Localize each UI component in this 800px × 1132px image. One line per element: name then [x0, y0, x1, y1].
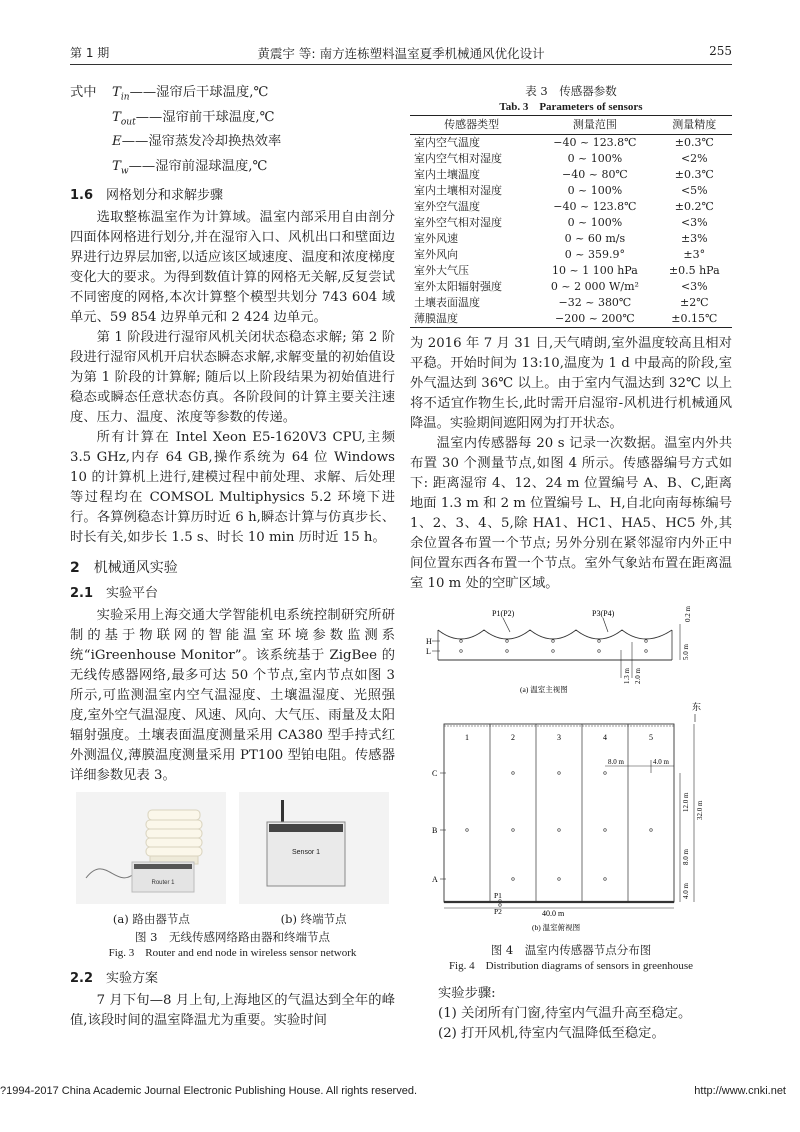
- table-cell: <3%: [680, 280, 708, 293]
- table-3-caption-en: Tab. 3 Parameters of sensors: [499, 101, 643, 113]
- router-node-photo: [76, 792, 226, 927]
- symbol-desc: ——湿帘前干球温度,℃: [135, 109, 275, 125]
- table-cell: 0 ~ 2 000 W/m²: [550, 280, 639, 293]
- table-row: [410, 215, 732, 231]
- column-label-4: 4: [603, 733, 607, 742]
- dim-8-0m-side: 8.0 m: [682, 849, 690, 865]
- figure-4-caption-en: Fig. 4 Distribution diagrams of sensors in greenhouse: [448, 960, 694, 972]
- paragraph: 所有计算在 Intel Xeon E5-1620V3 CPU,主频 3.5 GHz,内存 64 GB,操作系统为 64 位 Windows 10 的计算机上进行,建模过程中前处理、求解、后处理等过程均在 COMSOL Multiphysics 5.2 环境下进行。各算例稳态计算历时近 6 h,瞬态计算与仿真步长、时长有关,如步长 1.5 s、时长 10 min 历时近 15 h。: [70, 429, 395, 545]
- end-node-image: [239, 792, 389, 904]
- figure-4-caption: 图 4 温室内传感器节点分布图: [490, 943, 652, 957]
- symbol: E: [112, 134, 122, 150]
- section-number: 2.2: [70, 970, 94, 986]
- section-1-6-heading: [70, 186, 395, 206]
- section-title: 实验平台: [106, 585, 159, 601]
- dim-4-0m-top: 4.0 m: [653, 758, 669, 766]
- table-cell: −40 ~ 123.8℃: [553, 200, 637, 213]
- row-label-a: A: [432, 875, 438, 884]
- left-column: [70, 83, 395, 1031]
- symbol-subscript: in: [120, 92, 130, 103]
- table-cell: 室内空气相对湿度: [414, 152, 502, 165]
- table-cell: 0 ~ 100%: [567, 184, 623, 197]
- table-cell: −40 ~ 123.8℃: [553, 136, 637, 149]
- table-cell: 室外风向: [414, 248, 458, 261]
- router-device-label: Router 1: [151, 879, 175, 886]
- experiment-steps: [410, 984, 732, 1044]
- table-cell: 室外太阳辐射强度: [414, 280, 502, 293]
- front-view: [426, 606, 692, 695]
- paragraph: 选取整栋温室作为计算域。温室内部采用自由剖分四面体网格进行划分,并在湿帘入口、风机出口和壁面边界进行边界层加密,以适应该区域速度、温度和浓度梯度变化大的要求。为得到数值计算的网格无关解,反复尝试不同密度的网格,本次计算整个模型共划分 743 604 域单元、59 854 边界单元和 2 424 边单元。: [70, 209, 395, 325]
- label-l: L: [426, 647, 431, 656]
- paragraph: 实验采用上海交通大学智能机电系统控制研究所研制的基于物联网的智能温室环境参数监测系统“iGreenhouse Monitor”。该系统基于 ZigBee 的无线传感器网络,最多可达 50 个节点,室内节点如图 3 所示,可监测温室内空气温湿度、土壤温湿度、光照强度,室外空气温湿度、风速、风向、大气压、雨量及太阳辐射强度。土壤表面温度测量采用 CA380 型手持式红外测温仪,薄膜温度测量采用 PT100 型铂电阻。传感器详细参数见表 3。: [70, 607, 395, 783]
- figure-3-caption-en: Fig. 3 Router and end node in wireless sensor network: [108, 946, 357, 959]
- section-number: 1.6: [70, 187, 94, 203]
- end-node-device-label: Sensor 1: [291, 848, 320, 856]
- section-2-2-heading: [70, 969, 395, 989]
- label-p2: P2: [494, 907, 502, 916]
- table-row: [410, 311, 732, 328]
- symbol-subscript: w: [120, 166, 129, 177]
- row-label-c: C: [432, 769, 438, 778]
- end-node-photo: [239, 792, 389, 927]
- dim-32-0m: 32.0 m: [696, 800, 704, 820]
- table-row: [410, 167, 732, 183]
- paragraph: 第 1 阶段进行湿帘风机关闭状态稳态求解; 第 2 阶段进行湿帘风机开启状态瞬态求解,求解变量的初始值设为第 1 阶段的计算解; 随后以上阶段结果为初始值进行稳态或瞬态任意状态仿真。各阶段间的计算主要关注速度、压力、温度、浓度等参数的传递。: [70, 329, 395, 425]
- table-cell: 0 ~ 60 m/s: [564, 232, 626, 245]
- table-cell: 0 ~ 359.9°: [564, 248, 625, 261]
- right-column: [410, 83, 732, 1044]
- symbol-desc: ——湿帘蒸发冷却换热效率: [121, 134, 282, 150]
- symbol: T: [112, 158, 121, 174]
- table-cell: −40 ~ 80℃: [562, 168, 628, 181]
- label-h: H: [426, 637, 432, 646]
- section-number: 2: [70, 559, 80, 576]
- symbol-list: [70, 83, 395, 182]
- table-row: [410, 279, 732, 295]
- table-cell: ±3%: [680, 232, 708, 245]
- table-cell: 薄膜温度: [410, 311, 533, 328]
- symbol: T: [112, 109, 121, 125]
- dim-1-3m: 1.3 m: [623, 668, 631, 684]
- table-cell: 室内土壤相对湿度: [414, 184, 502, 197]
- table-row: [410, 295, 732, 311]
- footer-url: http://www.cnki.net: [694, 1085, 786, 1097]
- table-header-cell: 测量精度: [657, 116, 732, 135]
- section-title: 网格划分和求解步骤: [106, 187, 224, 203]
- section-2-heading: [70, 558, 395, 578]
- symbol-row: [70, 108, 395, 133]
- table-cell: ±0.3℃: [674, 136, 714, 149]
- page-number: 255: [709, 44, 732, 58]
- table-row: [410, 151, 732, 167]
- section-title: 机械通风实验: [93, 559, 178, 576]
- table-header-row: [410, 116, 732, 135]
- table-header-cell: 传感器类型: [410, 116, 533, 135]
- section-title: 实验方案: [106, 970, 159, 986]
- symbol-subscript: out: [120, 117, 136, 128]
- table-cell: 室外风速: [414, 232, 458, 245]
- dim-5-0m: 5.0 m: [682, 644, 690, 660]
- table-cell: 室内空气温度: [414, 136, 480, 149]
- step-1: (1) 关闭所有门窗,待室内气温升高至稳定。: [438, 1006, 692, 1021]
- table-row: [410, 231, 732, 247]
- symbol-desc: ——湿帘前湿球温度,℃: [128, 158, 268, 174]
- paragraph: 为 2016 年 7 月 31 日,天气晴朗,室外温度较高且相对平稳。开始时间为 13:10,温度为 1 d 中最高的阶段,室外气温达到 36℃ 以上。由于室内气温达到 32℃ 以上将不适宜作物生长,此时需开启湿帘-风机进行机械通风降温。实验期间遮阳网为打开状态。: [410, 336, 732, 431]
- table-cell: 10 ~ 1 100 hPa: [552, 264, 638, 277]
- header-rule: [70, 64, 732, 65]
- table-cell: 室外空气温度: [414, 200, 480, 213]
- dim-0-2m: 0.2 m: [684, 606, 692, 622]
- running-title: 黄震宇 等: 南方连栋塑料温室夏季机械通风优化设计: [257, 46, 545, 61]
- figure-3: [70, 792, 395, 961]
- copyright-notice: ?1994-2017 China Academic Journal Electronic Publishing House. All rights reserved.: [0, 1085, 418, 1097]
- table-cell: −32 ~ 380℃: [558, 296, 632, 309]
- dim-8-0m-top: 8.0 m: [608, 758, 624, 766]
- table-3-caption: 表 3 传感器参数: [525, 84, 617, 98]
- table-cell: −200 ~ 200℃: [533, 311, 656, 328]
- step-2: (2) 打开风机,待室内气温降低至稳定。: [438, 1026, 665, 1041]
- sensor-distribution-diagram: [410, 600, 732, 935]
- label-p3p4: P3(P4): [592, 609, 615, 618]
- symbol-row: [70, 157, 395, 182]
- symbol-prefix: 式中: [70, 85, 97, 100]
- paragraph: 温室内传感器每 20 s 记录一次数据。温室内外共布置 30 个测量节点,如图 4 所示。传感器编号方式如下: 距离湿帘 4、12、24 m 位置编号 A、B、C,距离地面 1.3 m 和 2 m 位置编号 L、H,自北向南每栋编号 1、2、3、4、5,除 HA1、HC1、HA5、HC5 外,其余位置各布置一个节点; 另外分别在紧邻湿帘内外正中间位置东西各布置一个节点。室外气象站布置在距离温室 10 m 处的空旷区域。: [410, 436, 732, 591]
- symbol: T: [112, 85, 121, 100]
- column-label-3: 3: [557, 733, 561, 742]
- paragraph: 7 月下旬—8 月上旬,上海地区的气温达到全年的峰值,该段时间的温室降温尤为重要。实验时间: [70, 992, 395, 1028]
- section-number: 2.1: [70, 585, 94, 601]
- table-cell: ±3°: [683, 248, 706, 261]
- dim-4-0m-side: 4.0 m: [682, 883, 690, 899]
- table-cell: <5%: [680, 184, 708, 197]
- table-cell: ±0.2℃: [674, 200, 714, 213]
- dim-40-0m: 40.0 m: [542, 909, 565, 918]
- table-cell: 土壤表面温度: [414, 296, 480, 309]
- table-cell: ±0.15℃: [657, 311, 732, 328]
- table-cell: 室外大气压: [414, 264, 469, 277]
- symbol-row: [70, 83, 395, 108]
- column-label-5: 5: [649, 733, 653, 742]
- section-2-1-heading: [70, 584, 395, 604]
- row-label-b: B: [432, 826, 438, 835]
- subfigure-a-label: (a) 温室主视图: [520, 685, 568, 694]
- label-p1: P1: [494, 891, 502, 900]
- table-cell: 0 ~ 100%: [567, 152, 623, 165]
- table-cell: ±0.3℃: [674, 168, 714, 181]
- figure-3-caption: 图 3 无线传感网络路由器和终端节点: [135, 929, 330, 944]
- issue-number: 第 1 期: [70, 46, 110, 60]
- table-cell: <2%: [680, 152, 708, 165]
- symbol-row: [70, 132, 395, 157]
- label-east: 东: [692, 702, 702, 712]
- dim-2-0m: 2.0 m: [634, 668, 642, 684]
- column-label-2: 2: [511, 733, 515, 742]
- table-cell: 室外空气相对湿度: [414, 216, 502, 229]
- top-view: [432, 701, 704, 932]
- sensor-parameter-table: [410, 115, 732, 328]
- figure-3a-label: (a) 路由器节点: [112, 911, 190, 926]
- table-cell: 室内土壤温度: [414, 168, 480, 181]
- steps-title: 实验步骤:: [438, 986, 496, 1001]
- table-cell: 0 ~ 100%: [567, 216, 623, 229]
- table-header-cell: 测量范围: [533, 116, 656, 135]
- table-row: [410, 199, 732, 215]
- symbol-desc: ——湿帘后干球温度,℃: [129, 85, 269, 100]
- dim-12-0m: 12.0 m: [682, 792, 690, 812]
- figure-4: [410, 600, 732, 974]
- table-cell: ±0.5 hPa: [668, 264, 720, 277]
- table-row: [410, 135, 732, 152]
- table-cell: <3%: [680, 216, 708, 229]
- subfigure-b-label: (b) 温室俯视图: [532, 923, 581, 932]
- label-p1p2: P1(P2): [492, 609, 515, 618]
- table-cell: ±2℃: [680, 296, 709, 309]
- table-row: [410, 263, 732, 279]
- table-row: [410, 247, 732, 263]
- table-row: [410, 183, 732, 199]
- figure-3b-label: (b) 终端节点: [280, 911, 347, 926]
- column-label-1: 1: [465, 733, 469, 742]
- router-node-image: [76, 792, 226, 904]
